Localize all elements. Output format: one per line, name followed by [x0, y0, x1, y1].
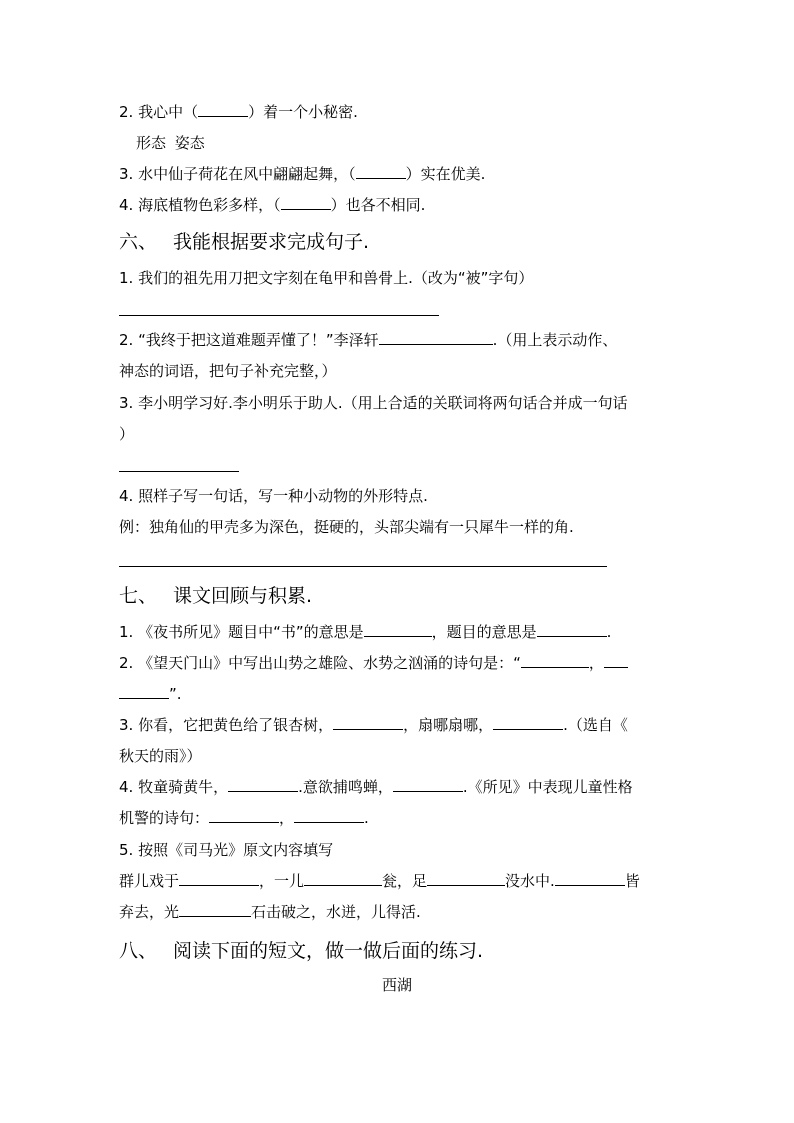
- text: 弃去，光: [119, 903, 180, 921]
- text: ，题目的意思是: [431, 623, 537, 641]
- q6-1: 1. 我们的祖先用刀把文字刻在龟甲和兽骨上.（改为“被”字句）: [119, 269, 534, 287]
- blank[interactable]: [604, 653, 628, 668]
- text: ）实在优美.: [405, 165, 486, 183]
- q5-2: [119, 102, 358, 122]
- q7-5-line1: [119, 871, 640, 891]
- section-title: 阅读下面的短文，做一做后面的练习.: [173, 940, 484, 962]
- q6-3: 3. 李小明学习好.李小明乐于助人.（用上合适的关联词将两句话合并成一句话: [119, 394, 628, 412]
- section-number: 六、: [119, 231, 158, 253]
- text: ）也各不相同.: [330, 196, 426, 214]
- section-number: 八、: [119, 940, 158, 962]
- text: .《所见》中表现儿童性格: [462, 778, 633, 796]
- section-number: 七、: [119, 585, 158, 607]
- blank[interactable]: [356, 164, 406, 179]
- answer-line[interactable]: [119, 471, 239, 472]
- q6-3-cont: ）: [119, 425, 135, 443]
- blank[interactable]: [198, 102, 248, 117]
- answer-line[interactable]: [119, 315, 439, 316]
- section-heading-6: [119, 230, 369, 254]
- text: ，: [588, 654, 604, 672]
- blank[interactable]: [379, 330, 493, 345]
- q6-4-example: 例：独角仙的甲壳多为深色，挺硬的，头部尖端有一只犀牛一样的角.: [119, 518, 574, 536]
- section-heading-8: [119, 939, 483, 963]
- q7-5-line2: [119, 902, 421, 922]
- q7-4: [119, 777, 633, 797]
- q7-4-cont: [119, 808, 369, 828]
- blank[interactable]: [179, 871, 259, 886]
- text: 皆: [624, 872, 640, 890]
- blank[interactable]: [119, 684, 169, 699]
- text: .（选自《: [563, 716, 628, 734]
- text: 2. 我心中（: [119, 103, 199, 121]
- blank[interactable]: [364, 622, 432, 637]
- blank[interactable]: [179, 902, 251, 917]
- q6-4: 4. 照样子写一句话，写一种小动物的外形特点.: [119, 487, 428, 505]
- q7-2: [119, 653, 628, 673]
- blank[interactable]: [294, 808, 364, 823]
- word-choices: 形态 姿态: [136, 134, 205, 152]
- answer-line[interactable]: [119, 566, 607, 567]
- blank[interactable]: [537, 622, 607, 637]
- text: ，一儿: [259, 872, 305, 890]
- blank[interactable]: [393, 777, 463, 792]
- blank[interactable]: [333, 715, 403, 730]
- q6-2-cont: 神态的词语，把句子补充完整，）: [119, 362, 337, 380]
- text: 石击破之，水迸，儿得活.: [251, 903, 421, 921]
- text: .（用上表示动作、: [492, 331, 618, 349]
- blank[interactable]: [209, 808, 279, 823]
- text: 2. “我终于把这道难题弄懂了！”李泽轩: [119, 331, 379, 349]
- text: .意欲捕鸣蝉，: [298, 778, 393, 796]
- q7-1: [119, 622, 611, 642]
- section-heading-7: [119, 584, 312, 608]
- text: 机警的诗句：: [119, 809, 210, 827]
- blank[interactable]: [281, 195, 331, 210]
- q7-5: 5. 按照《司马光》原文内容填写: [119, 841, 334, 859]
- blank[interactable]: [304, 871, 382, 886]
- text: 2. 《望天门山》中写出山势之雄险、水势之汹涌的诗句是：“: [119, 654, 521, 672]
- text: 瓮，足: [382, 872, 428, 890]
- blank[interactable]: [493, 715, 563, 730]
- section-title: 课文回顾与积累.: [173, 585, 313, 607]
- section-title: 我能根据要求完成句子.: [173, 231, 370, 253]
- blank[interactable]: [521, 653, 589, 668]
- text: ）着一个小秘密.: [248, 103, 358, 121]
- blank[interactable]: [427, 871, 505, 886]
- text: .: [606, 623, 612, 641]
- text: 群儿戏于: [119, 872, 180, 890]
- q5-4: [119, 195, 425, 215]
- text: 1. 《夜书所见》题目中“书”的意思是: [119, 623, 364, 641]
- text: 3. 你看，它把黄色给了银杏树，: [119, 716, 334, 734]
- text: ”.: [169, 685, 182, 703]
- text: 没水中.: [505, 872, 555, 890]
- text: 4. 牧童骑黄牛，: [119, 778, 229, 796]
- text: ，扇哪扇哪，: [403, 716, 494, 734]
- q7-3: [119, 715, 628, 735]
- q7-3-cont: 秋天的雨》）: [119, 747, 202, 765]
- q5-3: [119, 164, 485, 184]
- blank[interactable]: [555, 871, 625, 886]
- q6-2: [119, 330, 617, 350]
- q7-2-cont: [119, 684, 182, 704]
- text: 4. 海底植物色彩多样，（: [119, 196, 281, 214]
- text: ，: [279, 809, 295, 827]
- passage-title: 西湖: [381, 976, 412, 994]
- text: .: [364, 809, 369, 827]
- text: 3. 水中仙子荷花在风中翩翩起舞，（: [119, 165, 356, 183]
- blank[interactable]: [228, 777, 298, 792]
